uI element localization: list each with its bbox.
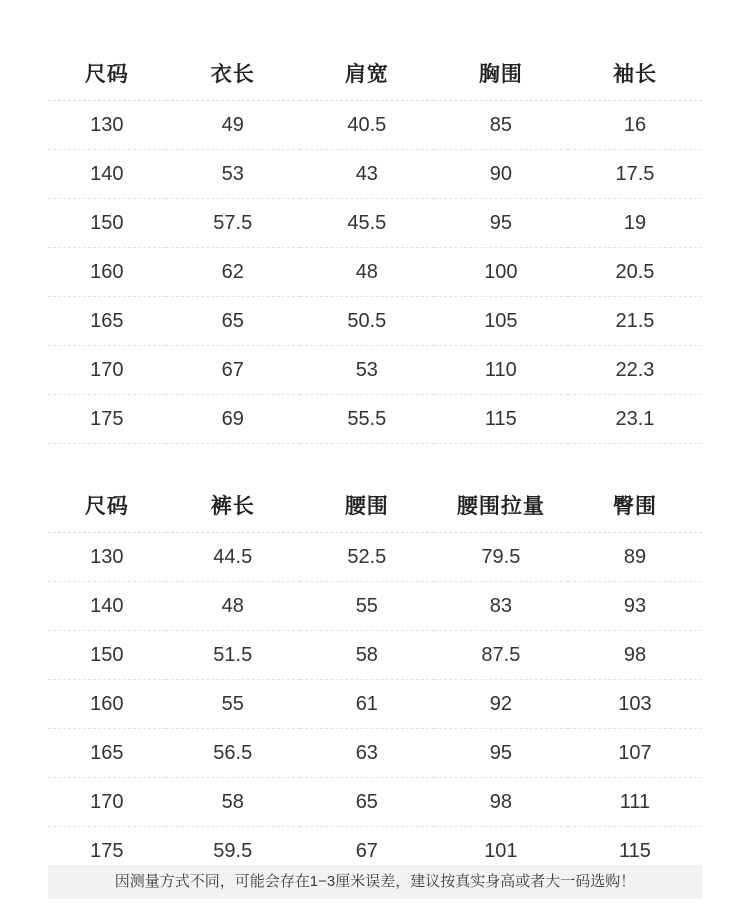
cell-bust: 110	[434, 346, 568, 395]
table-row	[48, 395, 702, 444]
cell-size: 165	[48, 297, 166, 346]
cell-waist-stretch: 83	[434, 582, 568, 631]
table-row	[48, 729, 702, 778]
table-row	[48, 533, 702, 582]
cell-size: 140	[48, 582, 166, 631]
cell-bust: 100	[434, 248, 568, 297]
cell-size: 150	[48, 199, 166, 248]
cell-length: 53	[166, 150, 300, 199]
cell-sleeve: 16	[568, 101, 702, 150]
top-size-table-head	[48, 46, 702, 101]
cell-waist: 58	[300, 631, 434, 680]
column-header-hip: 臀围	[568, 478, 702, 533]
cell-size: 140	[48, 150, 166, 199]
cell-size: 160	[48, 680, 166, 729]
measurement-note-wrap	[48, 865, 702, 899]
table-row	[48, 680, 702, 729]
tables-gap	[48, 444, 702, 478]
column-header-sleeve: 袖长	[568, 46, 702, 101]
cell-hip: 89	[568, 533, 702, 582]
table-row	[48, 101, 702, 150]
cell-size: 175	[48, 827, 166, 876]
cell-waist: 55	[300, 582, 434, 631]
cell-length: 67	[166, 346, 300, 395]
cell-sleeve: 17.5	[568, 150, 702, 199]
cell-shoulder: 40.5	[300, 101, 434, 150]
cell-size: 150	[48, 631, 166, 680]
column-header-pant-length: 裤长	[166, 478, 300, 533]
pants-size-table	[48, 478, 702, 876]
cell-waist: 65	[300, 778, 434, 827]
cell-hip: 93	[568, 582, 702, 631]
cell-size: 130	[48, 101, 166, 150]
cell-pant-length: 59.5	[166, 827, 300, 876]
cell-size: 160	[48, 248, 166, 297]
cell-length: 69	[166, 395, 300, 444]
cell-length: 65	[166, 297, 300, 346]
table-row	[48, 150, 702, 199]
cell-bust: 85	[434, 101, 568, 150]
cell-sleeve: 21.5	[568, 297, 702, 346]
measurement-note: 因测量方式不同，可能会存在1−3厘米误差，建议按真实身高或者大一码选购！	[48, 865, 702, 899]
cell-sleeve: 20.5	[568, 248, 702, 297]
cell-size: 175	[48, 395, 166, 444]
cell-waist: 63	[300, 729, 434, 778]
cell-hip: 111	[568, 778, 702, 827]
cell-hip: 98	[568, 631, 702, 680]
cell-bust: 95	[434, 199, 568, 248]
cell-shoulder: 55.5	[300, 395, 434, 444]
cell-waist-stretch: 98	[434, 778, 568, 827]
cell-sleeve: 22.3	[568, 346, 702, 395]
table-header-row	[48, 478, 702, 533]
cell-waist-stretch: 101	[434, 827, 568, 876]
cell-length: 57.5	[166, 199, 300, 248]
cell-bust: 90	[434, 150, 568, 199]
cell-hip: 107	[568, 729, 702, 778]
cell-pant-length: 44.5	[166, 533, 300, 582]
column-header-shoulder: 肩宽	[300, 46, 434, 101]
cell-size: 170	[48, 346, 166, 395]
cell-length: 49	[166, 101, 300, 150]
top-spacer	[48, 0, 702, 46]
table-row	[48, 248, 702, 297]
cell-size: 170	[48, 778, 166, 827]
column-header-waist: 腰围	[300, 478, 434, 533]
column-header-length: 衣长	[166, 46, 300, 101]
cell-sleeve: 23.1	[568, 395, 702, 444]
cell-bust: 115	[434, 395, 568, 444]
cell-pant-length: 56.5	[166, 729, 300, 778]
cell-size: 165	[48, 729, 166, 778]
cell-pant-length: 55	[166, 680, 300, 729]
pants-size-table-head	[48, 478, 702, 533]
top-size-table-body	[48, 101, 702, 444]
pants-size-table-body	[48, 533, 702, 876]
column-header-size: 尺码	[48, 478, 166, 533]
cell-waist: 67	[300, 827, 434, 876]
cell-pant-length: 51.5	[166, 631, 300, 680]
column-header-bust: 胸围	[434, 46, 568, 101]
cell-pant-length: 48	[166, 582, 300, 631]
cell-shoulder: 43	[300, 150, 434, 199]
cell-waist: 61	[300, 680, 434, 729]
table-row	[48, 582, 702, 631]
cell-waist-stretch: 79.5	[434, 533, 568, 582]
cell-shoulder: 48	[300, 248, 434, 297]
cell-waist-stretch: 87.5	[434, 631, 568, 680]
cell-pant-length: 58	[166, 778, 300, 827]
cell-length: 62	[166, 248, 300, 297]
cell-shoulder: 50.5	[300, 297, 434, 346]
column-header-waist-stretch: 腰围拉量	[434, 478, 568, 533]
cell-size: 130	[48, 533, 166, 582]
table-row	[48, 297, 702, 346]
cell-shoulder: 53	[300, 346, 434, 395]
table-row	[48, 778, 702, 827]
table-row	[48, 631, 702, 680]
table-header-row	[48, 46, 702, 101]
cell-waist-stretch: 95	[434, 729, 568, 778]
cell-shoulder: 45.5	[300, 199, 434, 248]
column-header-size: 尺码	[48, 46, 166, 101]
cell-waist: 52.5	[300, 533, 434, 582]
cell-hip: 115	[568, 827, 702, 876]
cell-sleeve: 19	[568, 199, 702, 248]
cell-bust: 105	[434, 297, 568, 346]
cell-waist-stretch: 92	[434, 680, 568, 729]
table-row	[48, 346, 702, 395]
table-row	[48, 199, 702, 248]
top-size-table	[48, 46, 702, 444]
cell-hip: 103	[568, 680, 702, 729]
